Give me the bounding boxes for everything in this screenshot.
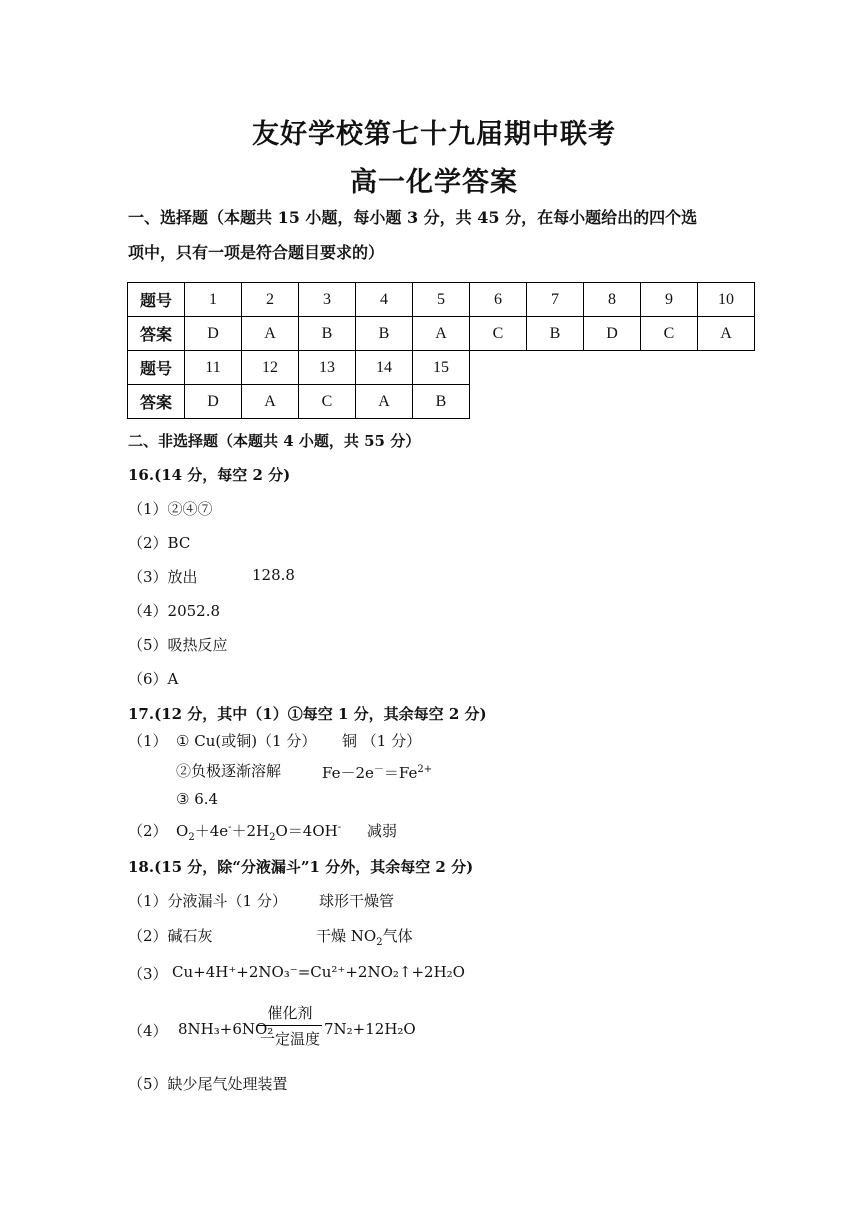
table-row <box>128 317 755 351</box>
q16-answer-4: （4）2052.8 <box>128 602 221 620</box>
q17-part2-equation: $O_2+4e^-+2H_2O=4OH^-$ <box>176 822 342 843</box>
answer-cell: B <box>356 317 413 351</box>
q18-answer-1-a: （1）分液漏斗（1 分） <box>128 892 287 910</box>
q18-answer-3-equation: Cu+4H⁺+2NO₃⁻=Cu²⁺+2NO₂↑+2H₂O <box>172 963 465 981</box>
table-row <box>128 283 755 317</box>
question-number: 3 <box>299 283 356 317</box>
q17-heading: 17.(12 分，其中（1）①每空 1 分，其余每空 2 分) <box>128 705 487 723</box>
q16-answer-3-label: （3）放出 <box>128 568 198 586</box>
q17-part2-b: 减弱 <box>367 822 398 840</box>
answer-cell: B <box>527 317 584 351</box>
answer-cell: B <box>413 385 470 419</box>
question-number: 1 <box>185 283 242 317</box>
q16-answer-2: （2）BC <box>128 534 191 552</box>
question-number: 15 <box>413 351 470 385</box>
section1-heading-line2: 项中，只有一项是符合题目要求的） <box>128 243 385 262</box>
answer-cell: D <box>185 385 242 419</box>
q18-heading: 18.(15 分，除“分液漏斗”1 分外，其余每空 2 分) <box>128 858 474 876</box>
answer-cell: D <box>185 317 242 351</box>
page-subtitle: 高一化学答案 <box>350 167 518 198</box>
answer-cell: D <box>584 317 641 351</box>
answer-cell: A <box>242 317 299 351</box>
q16-answer-6: （6）A <box>128 670 179 688</box>
question-number: 7 <box>527 283 584 317</box>
answer-cell: A <box>698 317 755 351</box>
temperature-label: 一定温度 <box>259 1030 320 1048</box>
q18-answer-4-label: （4） <box>128 1022 168 1040</box>
q16-answer-1: （1）②④⑦ <box>128 500 213 518</box>
q18-answer-2-b: 干燥 $NO_2$气体 <box>316 927 413 948</box>
q18-answer-4-products: 7N₂+12H₂O <box>324 1020 416 1038</box>
question-number: 6 <box>470 283 527 317</box>
row-label-answer: 答案 <box>128 385 185 419</box>
question-number: 4 <box>356 283 413 317</box>
q18-answer-3-label: （3） <box>128 965 168 983</box>
q16-heading: 16.(14 分，每空 2 分) <box>128 466 291 484</box>
q16-answer-5: （5）吸热反应 <box>128 636 228 654</box>
catalyst-label: 催化剂 <box>267 1004 313 1022</box>
answer-cell: B <box>299 317 356 351</box>
question-number: 12 <box>242 351 299 385</box>
answer-table <box>127 282 755 419</box>
section2-heading: 二、非选择题（本题共 4 小题，共 55 分） <box>128 432 421 450</box>
answer-cell: C <box>641 317 698 351</box>
q17-part1-label: （1） <box>128 732 168 750</box>
question-number: 5 <box>413 283 470 317</box>
q17-part2-label: （2） <box>128 822 168 840</box>
question-number: 9 <box>641 283 698 317</box>
q18-answer-1-b: 球形干燥管 <box>319 892 395 910</box>
q18-answer-5: （5）缺少尾气处理装置 <box>128 1075 288 1093</box>
answer-cell: C <box>470 317 527 351</box>
q17-part1-e: ③ 6.4 <box>176 790 219 808</box>
q18-answer-4-reactants: 8NH₃+6NO₂ <box>178 1020 274 1038</box>
answer-cell: A <box>356 385 413 419</box>
question-number: 10 <box>698 283 755 317</box>
q18-answer-4-condition <box>258 1002 322 1049</box>
q18-answer-2-a: （2）碱石灰 <box>128 927 213 945</box>
q17-part1-b: 铜 （1 分） <box>342 732 422 750</box>
q17-part1-a: ① Cu(或铜)（1 分） <box>176 732 317 750</box>
question-number: 13 <box>299 351 356 385</box>
reaction-arrow-line <box>258 1025 322 1026</box>
question-number: 14 <box>356 351 413 385</box>
section1-heading-line1: 一、选择题（本题共 15 小题，每小题 3 分，共 45 分，在每小题给出的四个选 <box>128 208 698 227</box>
q16-answer-3-value: 128.8 <box>252 566 295 584</box>
row-label-number: 题号 <box>128 283 185 317</box>
answer-cell: A <box>413 317 470 351</box>
question-number: 2 <box>242 283 299 317</box>
answer-cell: A <box>242 385 299 419</box>
page-title: 友好学校第七十九届期中联考 <box>252 119 616 150</box>
table-row <box>128 385 755 419</box>
q17-part1-d: $Fe-2e^-=Fe^{2+}$ <box>322 764 433 782</box>
table-row <box>128 351 755 385</box>
question-number: 11 <box>185 351 242 385</box>
row-label-answer: 答案 <box>128 317 185 351</box>
row-label-number: 题号 <box>128 351 185 385</box>
answer-cell: C <box>299 385 356 419</box>
question-number: 8 <box>584 283 641 317</box>
q17-part1-c: ②负极逐渐溶解 <box>176 762 282 780</box>
